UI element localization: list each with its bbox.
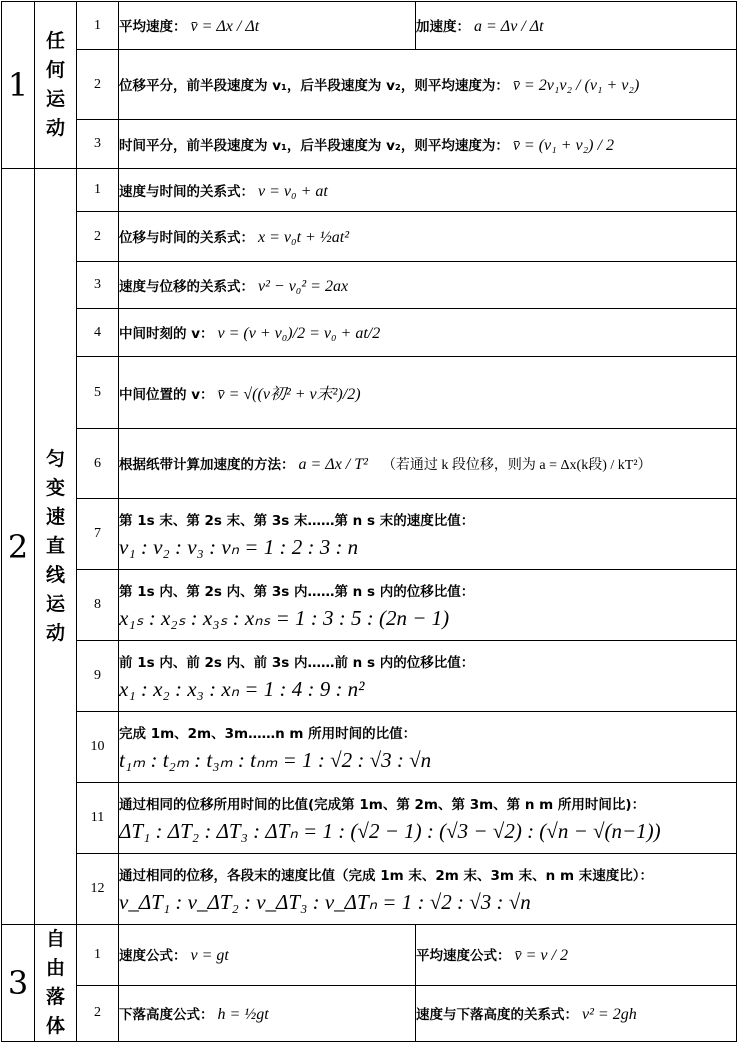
formula-cell: 位移与时间的关系式： x = v₀t + ½at² [119, 212, 737, 262]
formula-cell: 中间位置的 v： v̄ = √((v初² + v末²)/2) [119, 357, 737, 429]
row-number: 7 [77, 499, 119, 570]
table-row [2, 50, 737, 120]
section-number: 3 [2, 925, 35, 1042]
row-number: 1 [77, 925, 119, 986]
formula-cell: 位移平分，前半段速度为 v₁，后半段速度为 v₂，则平均速度为： v̄ = 2v₁v₂ / (v₁ + v₂) [119, 50, 737, 120]
table-row [2, 212, 737, 262]
formula-cell: 速度与位移的关系式： v² − v₀² = 2ax [119, 262, 737, 309]
row-number: 3 [77, 120, 119, 169]
table-row [2, 925, 737, 986]
section-number: 1 [2, 2, 35, 169]
row-number: 2 [77, 50, 119, 120]
table-row [2, 2, 737, 50]
row-number: 12 [77, 854, 119, 925]
formula-cell: 根据纸带计算加速度的方法： a = Δx / T² （若通过 k 段位移，则为 a = Δx(k段) / kT²） [119, 429, 737, 499]
formula-cell: 第 1s 内、第 2s 内、第 3s 内……第 n s 内的位移比值： x₁ₛ : x₂ₛ : x₃ₛ : xₙₛ = 1 : 3 : 5 : (2n − 1) [119, 570, 737, 641]
section-title: 任 何 运 动 [35, 2, 77, 169]
formula-cell: 时间平分，前半段速度为 v₁，后半段速度为 v₂，则平均速度为： v̄ = (v₁ + v₂) / 2 [119, 120, 737, 169]
row-number: 8 [77, 570, 119, 641]
row-number: 5 [77, 357, 119, 429]
formula-cell: 通过相同的位移，各段末的速度比值（完成 1m 末、2m 末、3m 末、n m 末速度比）： v_ΔT₁ : v_ΔT₂ : v_ΔT₃ : v_ΔTₙ = 1 : √2 : √3 : √n [119, 854, 737, 925]
row-number: 4 [77, 309, 119, 357]
table-row [2, 854, 737, 925]
formula-cell: 速度与时间的关系式： v = v₀ + at [119, 169, 737, 212]
table-row [2, 357, 737, 429]
formula-table [1, 1, 737, 1042]
formula-cell: 速度与下落高度的关系式： v² = 2gh [416, 985, 737, 1041]
table-row [2, 641, 737, 712]
formula-cell: 中间时刻的 v： v = (v + v₀)/2 = v₀ + at/2 [119, 309, 737, 357]
formula-cell: 第 1s 末、第 2s 末、第 3s 末……第 n s 末的速度比值： v₁ : v₂ : v₃ : vₙ = 1 : 2 : 3 : n [119, 499, 737, 570]
row-number: 1 [77, 2, 119, 50]
formula-cell: 通过相同的位移所用时间的比值(完成第 1m、第 2m、第 3m、第 n m 所用时间比)： ΔT₁ : ΔT₂ : ΔT₃ : ΔTₙ = 1 : (√2 − 1) : (√3 − √2) : (√n − √(n−1)) [119, 783, 737, 854]
row-number: 1 [77, 169, 119, 212]
formula-cell: 前 1s 内、前 2s 内、前 3s 内……前 n s 内的位移比值： x₁ : x₂ : x₃ : xₙ = 1 : 4 : 9 : n² [119, 641, 737, 712]
row-number: 2 [77, 985, 119, 1041]
table-row [2, 570, 737, 641]
formula-cell: 速度公式： v = gt [119, 925, 416, 986]
table-row [2, 499, 737, 570]
formula-cell: 下落高度公式： h = ½gt [119, 985, 416, 1041]
table-row [2, 783, 737, 854]
formula-cell: 完成 1m、2m、3m……n m 所用时间的比值： t₁ₘ : t₂ₘ : t₃ₘ : tₙₘ = 1 : √2 : √3 : √n [119, 712, 737, 783]
row-number: 6 [77, 429, 119, 499]
row-number: 11 [77, 783, 119, 854]
table-row [2, 262, 737, 309]
formula-cell: 平均速度公式： v̄ = v / 2 [416, 925, 737, 986]
table-row [2, 309, 737, 357]
table-row [2, 120, 737, 169]
section-title: 匀 变 速 直 线 运 动 [35, 169, 77, 925]
row-number: 3 [77, 262, 119, 309]
formula-cell: 平均速度： v̄ = Δx / Δt [119, 2, 416, 50]
row-number: 10 [77, 712, 119, 783]
row-number: 2 [77, 212, 119, 262]
table-row [2, 985, 737, 1041]
table-row [2, 712, 737, 783]
section-number: 2 [2, 169, 35, 925]
formula-cell: 加速度： a = Δv / Δt [416, 2, 737, 50]
table-row [2, 169, 737, 212]
row-number: 9 [77, 641, 119, 712]
table-row [2, 429, 737, 499]
section-title: 自 由 落 体 [35, 925, 77, 1042]
